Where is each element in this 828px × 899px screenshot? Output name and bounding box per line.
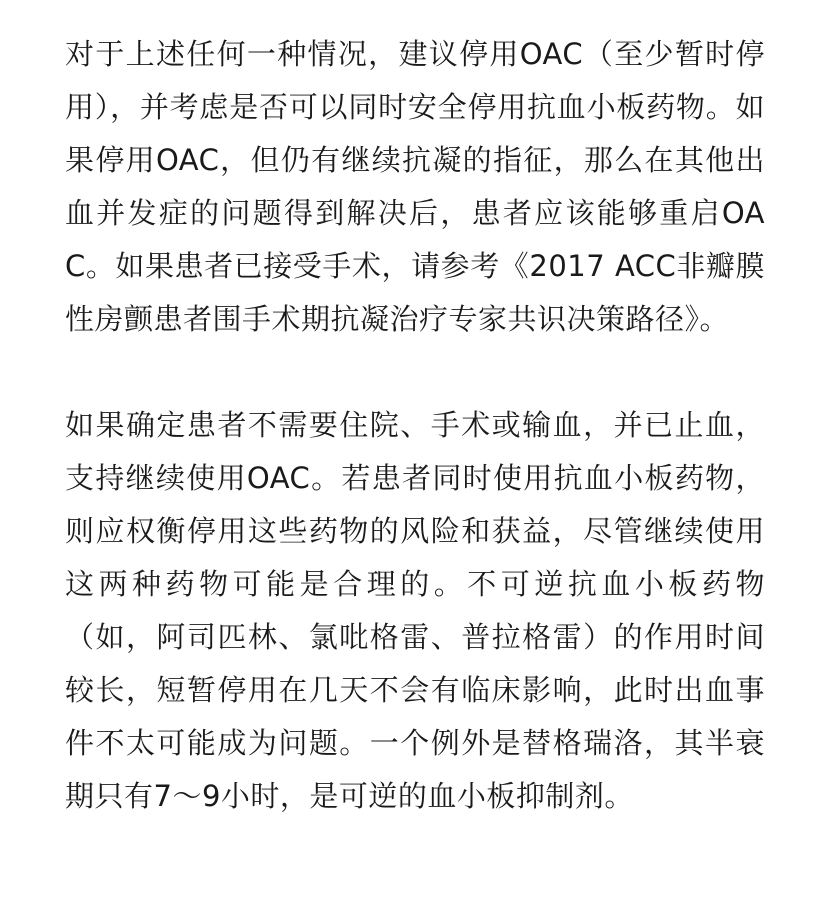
paragraph-discontinue-oac: 对于上述任何一种情况，建议停用OAC（至少暂时停用），并考虑是否可以同时安全停用抗血小板药物。如果停用OAC，但仍有继续抗凝的指征，那么在其他出血并发症的问题得到解决后，患者应该能够重启OAC。如果患者已接受手术，请参考《2017 ACC非瓣膜性房颤患者围手术期抗凝治疗专家共识决策路径》。 xyxy=(65,37,765,336)
paragraph-continue-oac: 如果确定患者不需要住院、手术或输血，并已止血，支持继续使用OAC。若患者同时使用抗血小板药物，则应权衡停用这些药物的风险和获益，尽管继续使用这两种药物可能是合理的。不可逆抗血小板药物（如，阿司匹林、氯吡格雷、普拉格雷）的作用时间较长，短暂停用在几天不会有临床影响，此时出血事件不太可能成为问题。一个例外是替格瑞洛，其半衰期只有7～9小时，是可逆的血小板抑制剂。 xyxy=(65,408,765,813)
article-body xyxy=(65,28,765,823)
